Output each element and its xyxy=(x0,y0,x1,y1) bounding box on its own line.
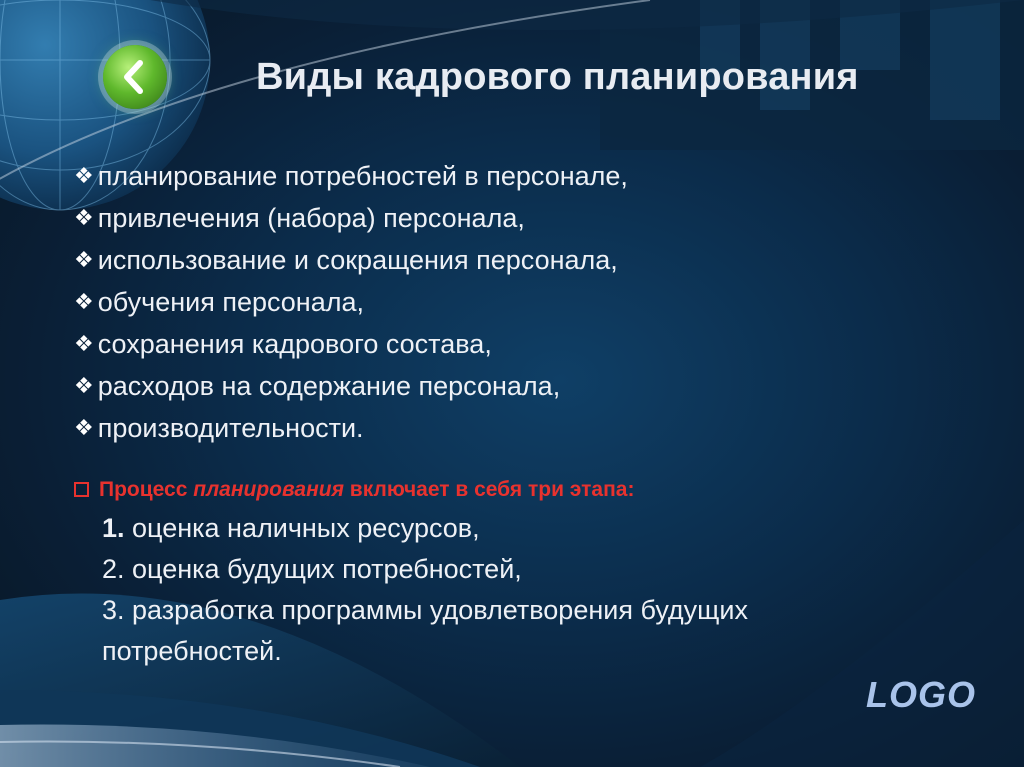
list-item: 1. оценка наличных ресурсов, xyxy=(102,513,480,543)
logo: LOGO xyxy=(866,674,976,715)
list-item: ❖ сохранения кадрового состава, xyxy=(74,329,492,359)
list-item: ❖ привлечения (набора) персонала, xyxy=(74,203,525,233)
bullet-marker-icon: ❖ xyxy=(74,289,94,314)
bullet-marker-icon: ❖ xyxy=(74,163,94,188)
process-heading: Процесс планирования включает в себя три этапа: xyxy=(74,478,634,502)
bullet-marker-icon: ❖ xyxy=(74,205,94,230)
stage-list xyxy=(102,508,748,672)
bullet-marker-icon: ❖ xyxy=(74,373,94,398)
list-item: ❖ расходов на содержание персонала, xyxy=(74,371,561,401)
list-item: ❖ обучения персонала, xyxy=(74,287,364,317)
list-item: ❖ планирование потребностей в персонале, xyxy=(74,161,628,191)
list-item: 2. оценка будущих потребностей, xyxy=(102,554,522,584)
bullet-marker-icon: ❖ xyxy=(74,247,94,272)
slide-title: Виды кадрового планирования xyxy=(256,56,859,98)
list-item: ❖ производительности. xyxy=(74,413,364,443)
chevron-left-icon xyxy=(103,45,167,109)
bullet-marker-icon: ❖ xyxy=(74,331,94,356)
bullet-marker-icon: ❖ xyxy=(74,415,94,440)
list-item: ❖ использование и сокращения персонала, xyxy=(74,245,618,275)
back-nav-button[interactable] xyxy=(103,45,167,109)
checkbox-square-icon xyxy=(74,482,89,497)
list-item: 3. разработка программы удовлетворения будущих xyxy=(102,595,748,625)
list-item: потребностей. xyxy=(102,636,282,666)
bullet-list xyxy=(74,156,628,450)
